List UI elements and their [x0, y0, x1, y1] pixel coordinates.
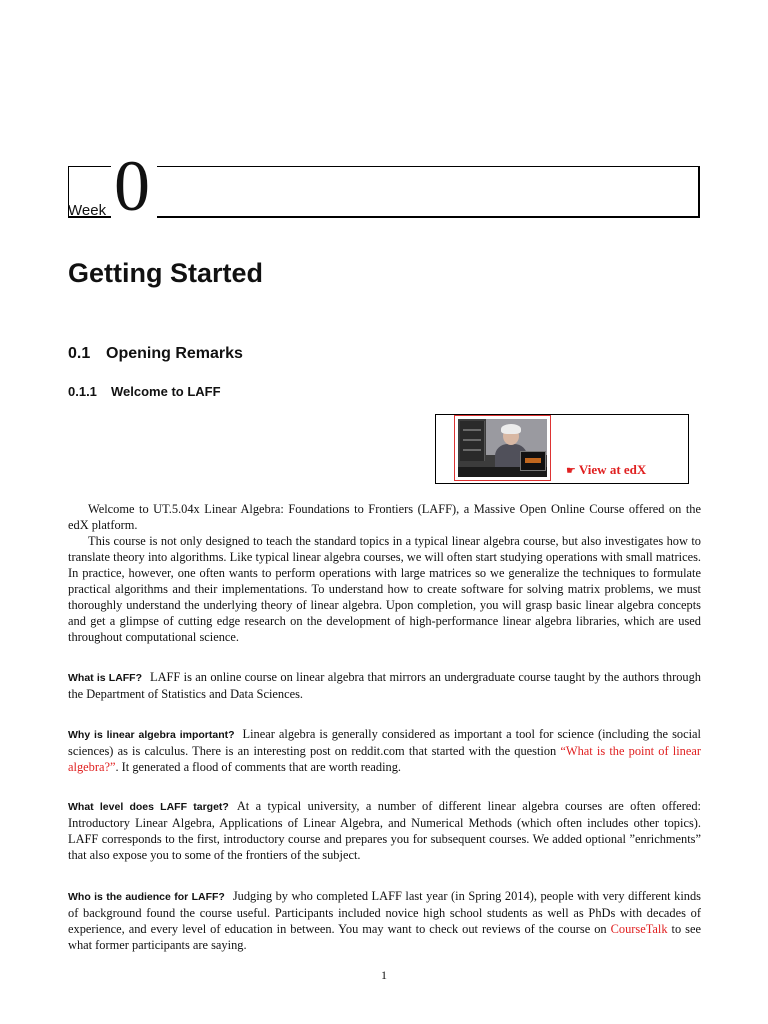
- week-label: Week: [68, 202, 107, 219]
- faq-heading: Who is the audience for LAFF?: [68, 891, 225, 903]
- view-at-edx-label: View at edX: [578, 462, 647, 477]
- faq-what-is-laff: [68, 669, 701, 702]
- week-banner-frame: [68, 166, 700, 218]
- faq-text-continued: . It generated a flood of comments that are worth reading.: [115, 760, 402, 774]
- coursetalk-link[interactable]: CourseTalk: [610, 922, 668, 936]
- faq-text: At a typical university, a number of different linear algebra courses are often offered: Introductory Linear Algebra, Applications of Linear Algebra, and Numerical Methods (which often includes other topics). LAFF corresponds to the first, introductory course and prepares you for subsequent courses. We added optional ”enrichments” that also expose you to some of the frontiers of the subject.: [68, 799, 701, 862]
- laptop-illustration: [520, 451, 546, 471]
- section-number: 0.1: [68, 345, 91, 362]
- video-thumbnail[interactable]: [454, 415, 551, 481]
- faq-heading: What is LAFF?: [68, 672, 143, 684]
- faq-heading: What level does LAFF target?: [68, 801, 229, 813]
- reddit-question-link[interactable]: “What is the point of linear algebra?”: [68, 744, 701, 774]
- faq-audience: [68, 888, 701, 953]
- course-paragraph: This course is not only designed to teach the standard topics in a typical linear algebra course, but also investigates how to translate theory into algorithms. Like typical linear algebra courses, we will often start studying operations with small matrices. In practice, however, one often wants to perform operations with large matrices so we generalize the techniques to formulate practical algorithms and their implementations. To understand how to create software for solving matrix problems, we must thoroughly understand the underlying theory of linear algebra. Upon completion, you will grasp basic linear algebra concepts and get a glimpse of cutting edge research on the development of high-performance linear algebra libraries, which are used throughout computational science.: [68, 534, 701, 644]
- chapter-title: Getting Started: [68, 258, 264, 288]
- subsection-number: 0.1.1: [68, 384, 97, 399]
- faq-why-linear-algebra: [68, 726, 701, 775]
- faq-text-continued: to see what former participants are saying.: [68, 922, 701, 952]
- page-number: 1: [381, 968, 387, 982]
- subsection-heading: [68, 383, 221, 400]
- faq-target-level: [68, 798, 701, 863]
- bookshelf-illustration: [460, 421, 485, 461]
- week-number: 0: [114, 146, 150, 226]
- subsection-title: Welcome to LAFF: [111, 384, 221, 399]
- faq-text: LAFF is an online course on linear algebra that mirrors an undergraduate course taught by the authors through the Department of Statistics and Data Sciences.: [68, 670, 701, 701]
- video-thumbnail-image: [458, 419, 547, 477]
- view-at-edx-link[interactable]: [566, 462, 646, 479]
- faq-text: Judging by who completed LAFF last year (in Spring 2014), people with very different kinds of background found the course useful. Participants included novice high school students as well as PhDs with decades of experience, and every level of education in between. You may want to check out reviews of the course on: [68, 889, 701, 936]
- faq-heading: Why is linear algebra important?: [68, 729, 235, 741]
- welcome-paragraph: Welcome to UT.5.04x Linear Algebra: Foundations to Frontiers (LAFF), a Massive Open Online Course offered on the edX platform.: [68, 502, 701, 532]
- section-heading: [68, 344, 243, 364]
- pointing-hand-icon: ☛: [566, 465, 576, 477]
- faq-text: Linear algebra is generally considered as important a tool for science (including the social sciences) as is calculus. There is an interesting post on reddit.com that started with the question: [68, 727, 701, 758]
- section-title: Opening Remarks: [106, 345, 243, 362]
